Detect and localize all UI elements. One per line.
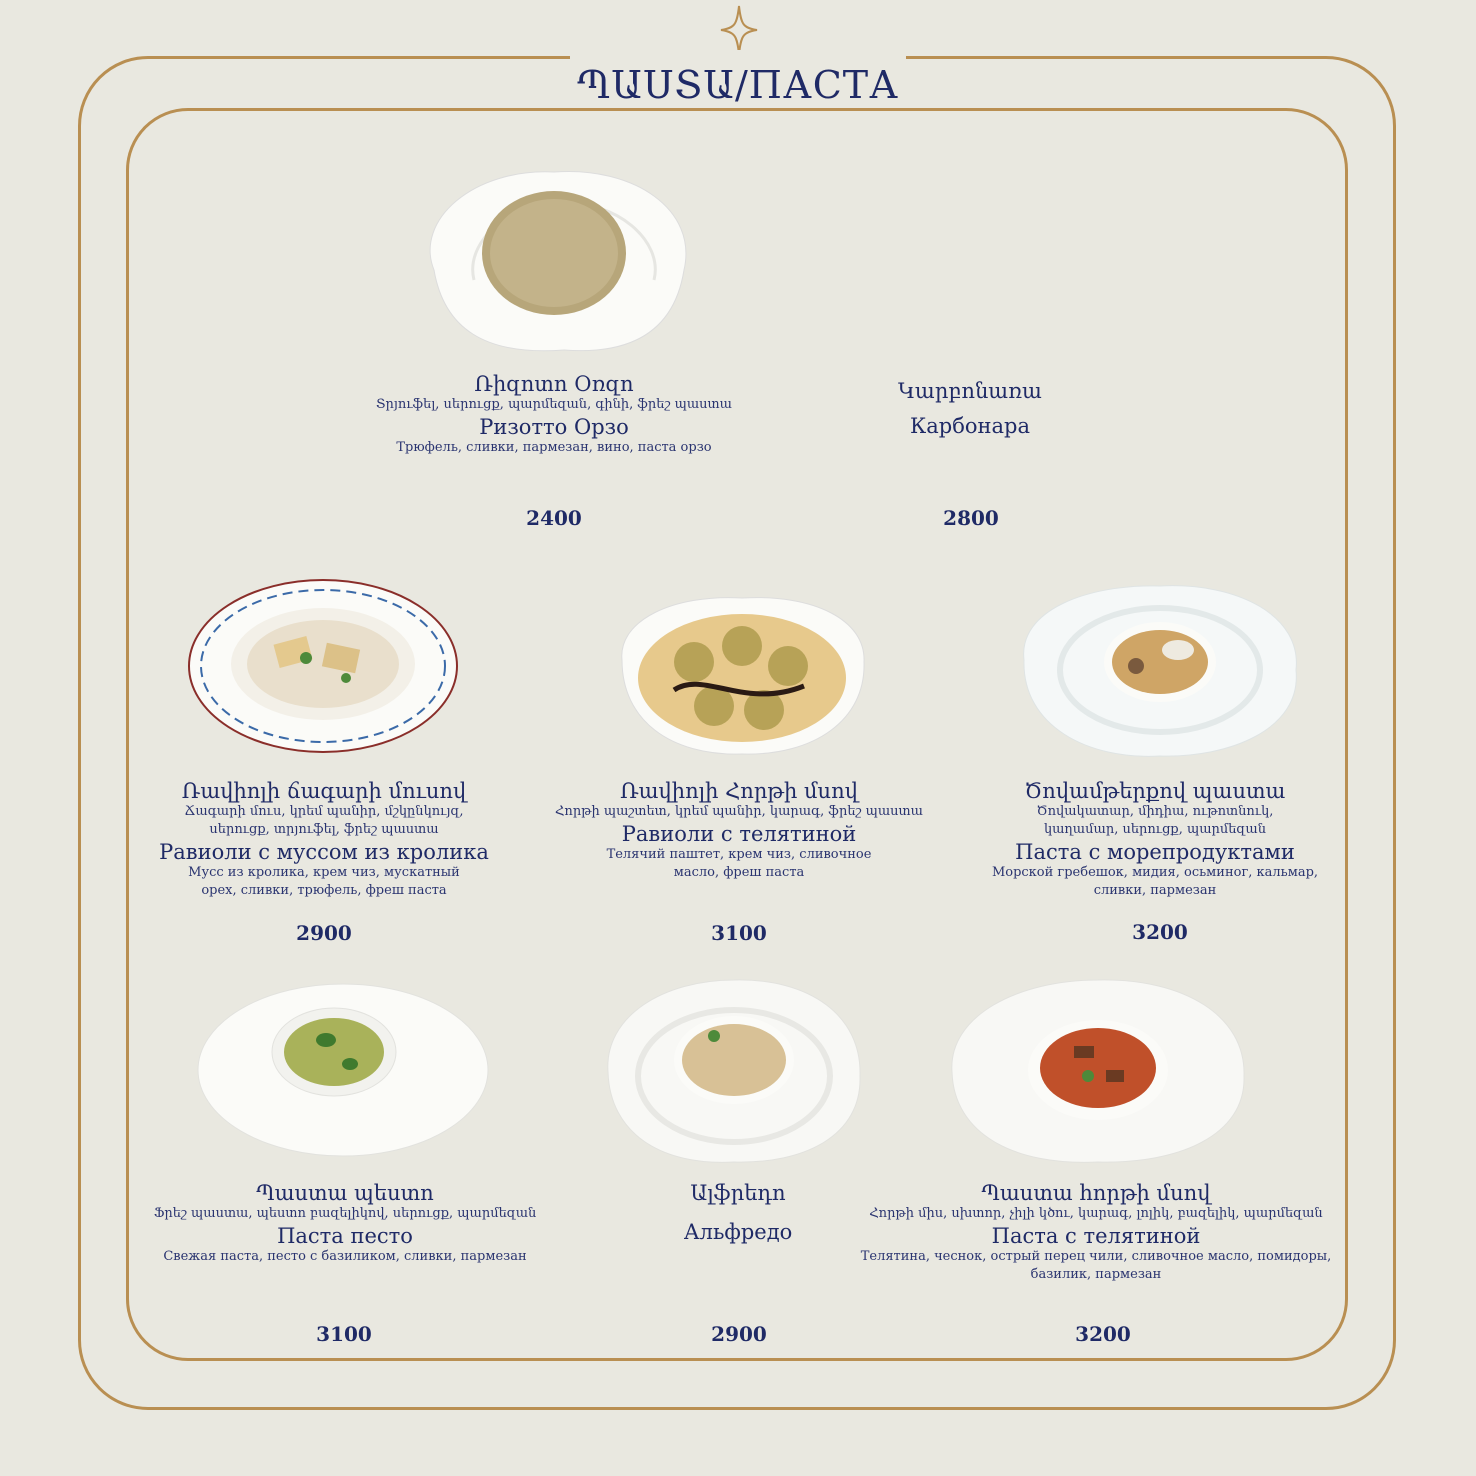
dish-price: 2900 bbox=[296, 921, 352, 945]
seafood-pasta-plate-image bbox=[1018, 580, 1302, 760]
dish-card bbox=[588, 1182, 888, 1244]
alfredo-plate-image bbox=[604, 976, 864, 1166]
dish-name-hy: Ռիզոտո Օռզո bbox=[474, 372, 634, 396]
dish-name-ru: Равиоли с телятиной bbox=[621, 822, 857, 846]
dish-desc-ru: Телячий паштет, крем чиз, сливочное масло, фреш паста bbox=[606, 847, 872, 880]
dish-name-ru: Паста с морепродуктами bbox=[1015, 840, 1295, 864]
dish-name-ru: Ризотто Орзо bbox=[479, 415, 629, 439]
dish-desc-hy: Հորթի պաշտետ, կրեմ պանիր, կարագ, ֆրեշ պաստա bbox=[555, 804, 923, 819]
dish-desc-ru: Мусс из кролика, крем чиз, мускатный орех, сливки, трюфель, фреш паста bbox=[188, 865, 460, 898]
dish-name-hy: Կարբոնառա bbox=[898, 379, 1042, 403]
dish-card bbox=[964, 780, 1346, 900]
dish-name-hy: Ալֆրեդո bbox=[690, 1181, 786, 1205]
dish-name-ru: Паста с телятиной bbox=[991, 1224, 1201, 1248]
dish-desc-ru: Морской гребешок, мидия, осьминог, кальмар, сливки, пармезан bbox=[991, 865, 1319, 898]
dish-desc-hy: Տրյուֆել, սերուցք, պարմեզան, գինի, ֆրեշ պաստա bbox=[376, 397, 732, 412]
page-title: ՊԱՍՏԱ/ПАСТА bbox=[577, 63, 899, 107]
dish-card bbox=[140, 1182, 550, 1266]
pesto-pasta-plate-image bbox=[196, 980, 490, 1160]
dish-price: 2800 bbox=[943, 506, 999, 530]
ravioli-veal-plate-image bbox=[614, 590, 870, 760]
dish-desc-ru: Телятина, чеснок, острый перец чили, сливочное масло, помидоры, базилик, пармезан bbox=[860, 1249, 1332, 1282]
dish-card bbox=[334, 373, 774, 457]
veal-pasta-plate-image bbox=[948, 976, 1248, 1166]
dish-desc-ru: Трюфель, сливки, пармезан, вино, паста орзо bbox=[396, 440, 712, 455]
dish-price: 3200 bbox=[1132, 920, 1188, 944]
dish-name-hy: Ռավիոլի ճագարի մուսով bbox=[181, 779, 467, 803]
dish-name-hy: Ռավիոլի Հորթի մսով bbox=[620, 779, 858, 803]
dish-name-ru: Паста песто bbox=[277, 1224, 413, 1248]
risotto-orzo-plate-image bbox=[414, 160, 694, 360]
dish-card bbox=[124, 780, 524, 900]
dish-name-ru: Карбонара bbox=[910, 414, 1030, 438]
dish-name-hy: Պաստա պեստո bbox=[256, 1181, 434, 1205]
dish-desc-ru: Свежая паста, песто с базиликом, сливки, пармезан bbox=[163, 1249, 527, 1264]
dish-name-ru: Равиоли с муссом из кролика bbox=[159, 840, 489, 864]
ravioli-rabbit-plate-image bbox=[186, 578, 460, 754]
dish-price: 3200 bbox=[1075, 1322, 1131, 1346]
dish-card bbox=[846, 1182, 1346, 1284]
dish-name-hy: Պաստա հորթի մսով bbox=[981, 1181, 1211, 1205]
dish-name-ru: Альфредо bbox=[683, 1220, 793, 1244]
dish-price: 3100 bbox=[316, 1322, 372, 1346]
dish-desc-hy: Ֆրեշ պաստա, պեստո բազելիկով, սերուցք, պարմեզան bbox=[153, 1206, 537, 1221]
star-ornament-icon bbox=[719, 4, 759, 56]
dish-name-hy: Ծովամթերքով պաստա bbox=[1024, 779, 1286, 803]
dish-desc-hy: Ծովակատար, միդիա, ութոտնուկ, կաղամար, սերուցք, պարմեզան bbox=[1036, 804, 1274, 837]
dish-desc-hy: Հորթի միս, սխտոր, չիլի կծու, կարագ, լոլիկ, բազելիկ, պարմեզան bbox=[869, 1206, 1323, 1221]
dish-price: 2400 bbox=[526, 506, 582, 530]
dish-card bbox=[530, 780, 948, 882]
dish-price: 3100 bbox=[711, 921, 767, 945]
dish-price: 2900 bbox=[711, 1322, 767, 1346]
dish-card bbox=[820, 380, 1120, 438]
dish-desc-hy: Ճագարի մուս, կրեմ պանիր, մշկընկույզ, սերուցք, տրյուֆել, ֆրեշ պաստա bbox=[184, 804, 464, 837]
